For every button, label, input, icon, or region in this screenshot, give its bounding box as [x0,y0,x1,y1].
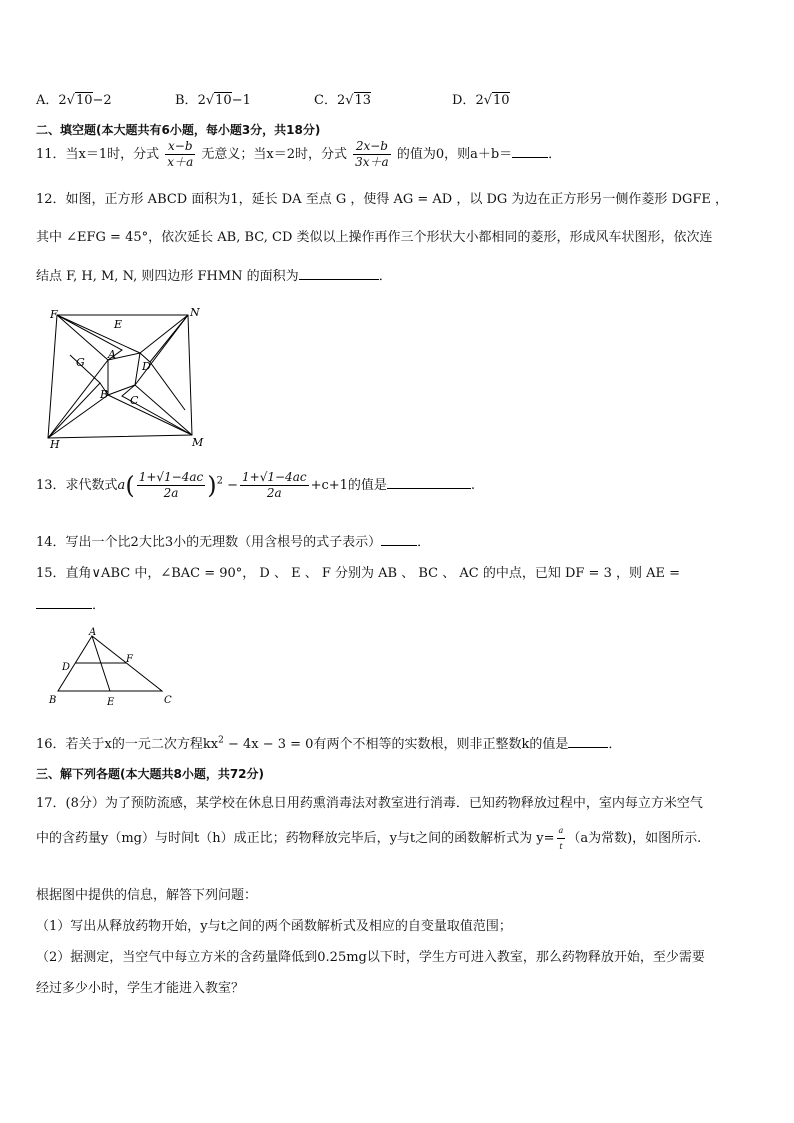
question-14: 14．写出一个比2大比3小的无理数（用含根号的式子表示） ． [36,535,431,550]
section-heading-fill-blank: 二、填空题(本大题共有6小题，每小题3分，共18分) [36,123,321,137]
pinwheel-figure [40,300,220,450]
label-a: A [89,627,97,638]
answer-blank[interactable] [36,596,92,609]
question-13: 13．求代数式a( $\frac{1+√1-4ac}{2a}$ )$^2$ − $\frac{1+√1-4ac}{2a}$ +c+1的值是 . [36,470,476,500]
label-a: A [108,348,116,361]
label-f: F [50,308,58,321]
label-g: G [76,356,85,369]
answer-blank[interactable] [387,476,471,489]
option-b: B．2√10−1 [175,93,251,108]
answer-blank[interactable] [381,533,417,546]
fraction-1: $\frac{x-b}{x+a}$ [167,139,194,169]
label-d: D [62,662,71,673]
rhombus-bottom [122,385,192,435]
question-17-line-1: 17．(8分）为了预防流感，某学校在休息日用药熏消毒法对教室进行消毒．已知药物释放过程中，室内每立方米空气 [36,796,703,811]
answer-blank[interactable] [568,735,608,748]
question-17-part-1: （1）写出从释放药物开始，y与t之间的两个函数解析式及相应的自变量取值范围； [36,919,512,934]
label-b: B [100,388,109,401]
question-15-line-1: 15．直角∨ABC 中，∠BAC = 90°， D 、 E 、 F 分别为 AB 、 BC 、 AC 的中点，已知 DF = 3 ，则 AE = [36,566,681,581]
outer-quadrilateral-fhmn [48,315,192,438]
section-heading-solve: 三、解下列各题(本大题共8小题，共72分) [36,767,265,781]
label-d: D [142,360,151,373]
label-f: F [126,654,133,665]
label-e: E [114,318,123,331]
question-15-line-2: ． [36,594,105,613]
label-h: H [50,438,60,450]
question-17-intro: 根据图中提供的信息，解答下列问题： [36,888,258,903]
fraction-2: $\frac{2x-b}{3x+a}$ [355,139,389,169]
question-17-part-2: （2）据测定，当空气中每立方米的含药量降低到0.25mg以下时，学生方可进入教室，那么药物释放开始，至少需要 [36,950,705,965]
answer-blank[interactable] [512,145,548,158]
question-11: 11．当x＝1时，分式 $\frac{x-b}{x+a}$ 无意义；当x＝2时，分式 $\frac{2x-b}{3x+a}$ 的值为0，则a＋b＝ ． [36,139,562,169]
label-m: M [192,436,204,449]
question-16: 16．若关于x的一元二次方程$kx^2 - 4x - 3 = 0$有两个不相等的实数根，则非正整数k的值是 ． [36,735,622,752]
question-12-line-3: 结点 F, H, M, N, 则四边形 FHMN 的面积为 ． [36,269,392,284]
rhombus-left [48,383,108,438]
answer-blank[interactable] [299,267,379,280]
question-12-line-2: 其中 ∠EFG = 45°，依次延长 AB, BC, CD 类似以上操作再作三个形状大小都相同的菱形，形成风车状图形，依次连 [36,230,713,245]
label-e: E [107,697,115,708]
label-c: C [164,695,172,706]
question-17-line-2: 中的含药量y（mg）与时间t（h）成正比；药物释放完毕后，y与t之间的函数解析式为 y= $\frac{a}{t}$ （a为常数)，如图所示. [36,823,701,854]
label-n: N [190,306,200,319]
question-17-part-2-cont: 经过多少小时，学生才能进入教室？ [36,981,245,996]
option-a: A．2√10−2 [36,93,112,108]
option-c: C．2√13 [314,93,372,108]
triangle-figure [44,626,184,710]
label-b: B [49,695,57,706]
label-c: C [130,394,139,407]
option-d: D．2√10 [452,93,510,108]
question-12-line-1: 12．如图，正方形 ABCD 面积为1，延长 DA 至点 G ，使得 AG = AD ，以 DG 为边在正方形另一侧作菱形 DGFE ， [36,192,729,207]
rhombus-right [140,315,188,362]
